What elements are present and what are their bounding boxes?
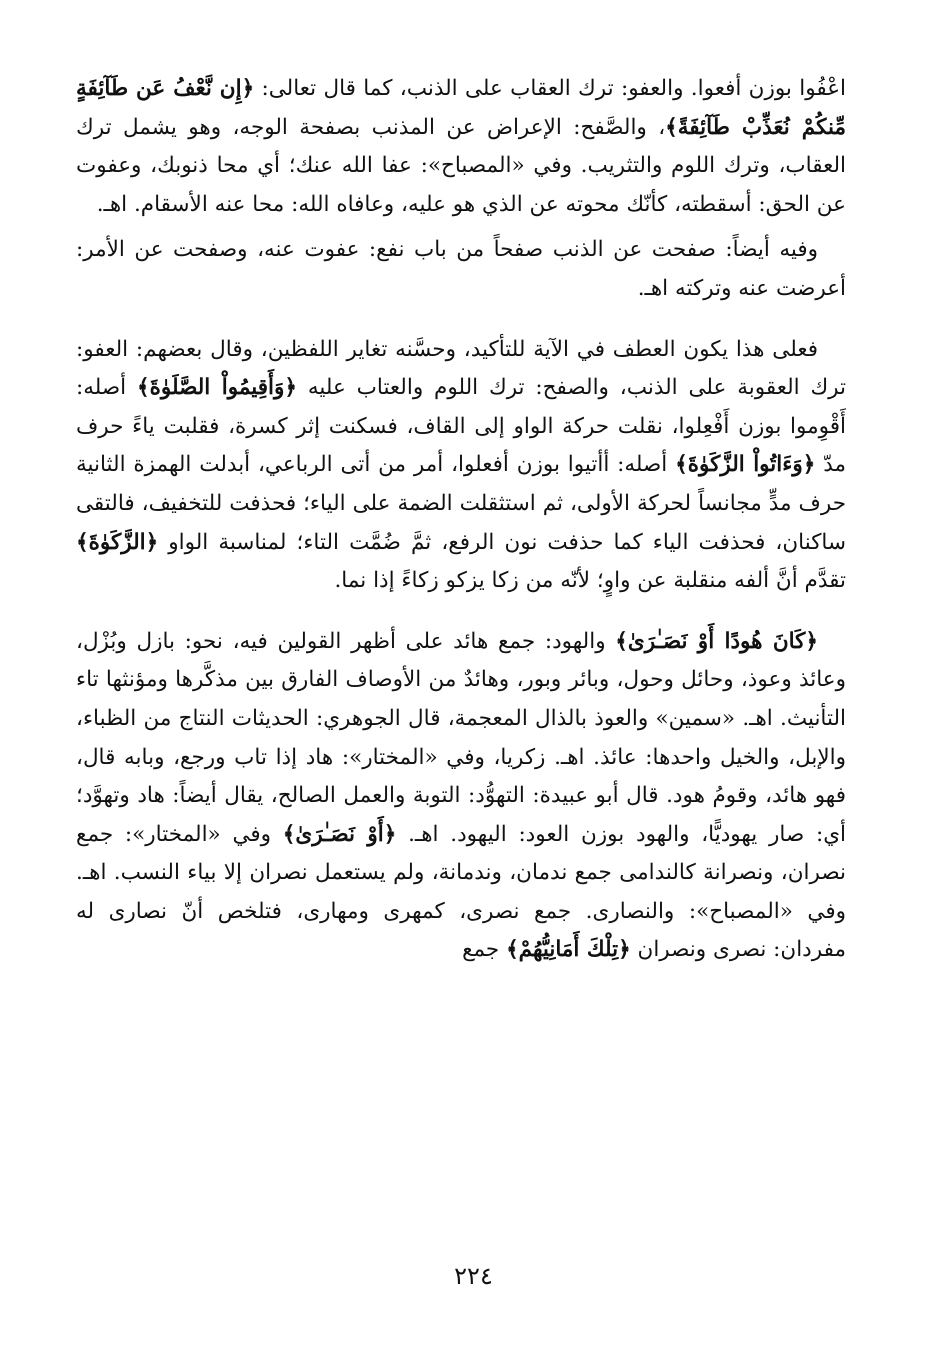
quran-verse: ﴿وَءَاتُواْ الزَّكَوٰةَ﴾ — [675, 452, 816, 478]
page-number: ٢٢٤ — [454, 1262, 493, 1290]
text-segment: أصله: أَقْوِموا بوزن أَفْعِلوا، نقلت حركة الواو إلى القاف، فسكنت إثر كسرة، فقلبت ياءً حرف مدّ — [76, 375, 846, 478]
quran-verse: ﴿تِلْكَ أَمَانِيُّهُمْ﴾ — [506, 937, 631, 963]
text-segment: وفي «المختار»: جمع نصران، ونصرانة كالندامى جمع ندمان، وندمانة، ولم يستعمل نصران إلا بياء النسب. اهـ. وفي «المصباح»: والنصارى. جمع نصرى، كمهرى ومهارى، فتلخص أنّ نصارى له مفردان: نصرى ونصران — [76, 821, 846, 963]
text-segment: أصله: أأتيوا بوزن أفعلوا، أمر من أتى الرباعي، أبدلت الهمزة الثانية حرف مدٍّ مجانساً لحركة الأولى، ثم استثقلت الضمة على الياء؛ فحذفت للتخفيف، فالتقى ساكنان، فحذفت الياء كما حذفت نون الرفع، ثمَّ ضُمَّت التاء؛ لمناسبة الواو — [76, 452, 846, 555]
text-segment: والهود: جمع هائد على أظهر القولين فيه، نحو: بازل وبُزْل، وعائذ وعوذ، وحائل وحول، وبائر وبور، وهائدٌ من الأوصاف الفارق بين مذكَّرها ومؤنثها تاء التأنيث. اهـ. «سمين» والعوذ بالذال المعجمة، قال الجوهري: الحديثات النتاج من الظباء، والإبل، والخيل واحدها: عائذ. اهـ. زكريا، وفي «المختار»: هاد إذا تاب ورجع، وبابه قال، فهو هائد، وقومُ هود. قال أبو عبيدة: التهوُّد: التوبة والعمل الصالح، يقال أيضاً: هاد وتهوَّد؛ أي: صار يهوديًّا، والهود بوزن العود: اليهود. اهـ. — [76, 628, 847, 847]
paragraph-3 — [76, 331, 846, 601]
quran-verse: ﴿إِن نَّعْفُ عَن طَآئِفَةٍ مِّنكُمْ نُعَذِّبْ طَآئِفَةً﴾ — [76, 76, 846, 140]
text-segment: وفيه أيضاً: صفحت عن الذنب صفحاً من باب نفع: عفوت عنه، وصفحت عن الأمر: أعرضت عنه وتركته اهـ. — [76, 237, 846, 301]
text-segment: اعْفُوا بوزن أفعوا. والعفو: ترك العقاب على الذنب، كما قال تعالى: — [254, 76, 847, 101]
quran-verse: ﴿الزَّكَوٰةَ﴾ — [76, 529, 159, 555]
text-segment: فعلى هذا يكون العطف في الآية للتأكيد، وحسَّنه تغاير اللفظين، وقال بعضهم: العفو: ترك العقوبة على الذنب، والصفح: ترك اللوم والعتاب عليه — [76, 336, 847, 401]
text-segment: تقدَّم أنَّ ألفه منقلبة عن واوٍ؛ لأنّه من زكا يزكو زكاءً إذا نما. — [334, 568, 846, 594]
quran-verse: ﴿أَوْ نَصَـٰرَىٰ﴾ — [282, 821, 397, 847]
text-segment: جمع — [462, 937, 507, 963]
paragraph-2 — [76, 231, 846, 308]
paragraph-4 — [76, 623, 846, 970]
document-page — [76, 70, 846, 970]
text-segment: ، والصَّفح: الإعراض عن المذنب بصفحة الوجه، وهو يشمل ترك العقاب، وترك اللوم والتثريب. وفي «المصباح»: عفا الله عنك؛ أي محا ذنوبك، وعفوت عن الحق: أسقطته، كأنّك محوته عن الذي هو عليه، وعافاه الله: محا عنه الأسقام. اهـ. — [76, 114, 846, 217]
quran-verse: ﴿كَانَ هُودًا أَوْ نَصَـٰرَىٰ﴾ — [615, 628, 818, 654]
paragraph-1 — [76, 70, 846, 224]
quran-verse: ﴿وَأَقِيمُواْ الصَّلَوٰةَ﴾ — [136, 375, 297, 401]
